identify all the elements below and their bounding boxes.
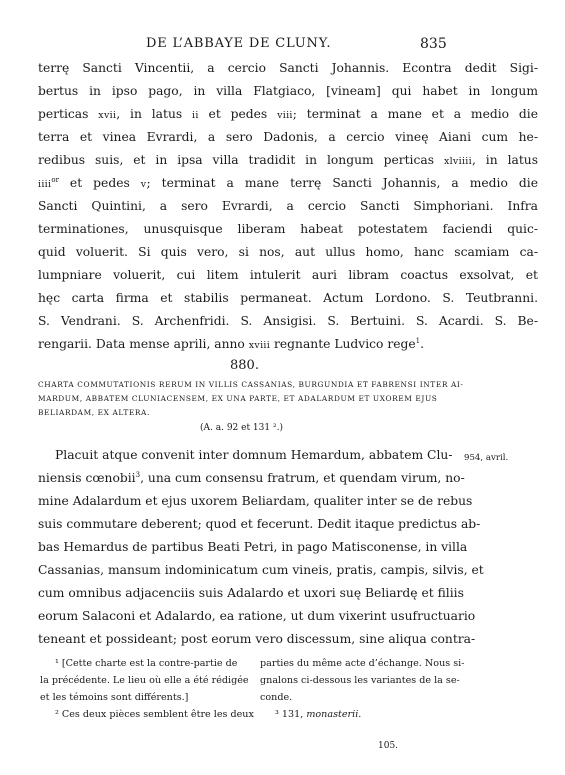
text-line: terminationes, unusquisque liberam habeat potestatem faciendi quic- [38, 222, 538, 236]
footnote-1-line: et les témoins sont différents.] [40, 692, 189, 703]
footnote-2-line: conde. [260, 692, 293, 703]
text-line: Placuit atque convenit inter domnum Hemardum, abbatem Clu- [55, 448, 453, 462]
footnote-ref: 1 [415, 337, 421, 345]
text-line: cum omnibus adjacenciis suis Adalardo et uxori suę Beliardę et filiis [38, 586, 464, 600]
text-line: redibus suis, et in ipsa villa tradidit in longum perticas xlviiii, in latus [38, 153, 539, 167]
text-line: hęc carta firma et stabilis permaneat. Actum Lordono. S. Teutbranni. [38, 291, 538, 305]
text-line: Cassanias, mansum indominicatum cum vineis, pratis, campis, silvis, et [38, 563, 484, 577]
caption-line: BELIARDAM, EX ALTERA. [38, 408, 150, 417]
footnote-3: ³ 131, monasterii. [275, 709, 362, 720]
margin-date-note: 954, avril. [464, 453, 509, 463]
source-references: (A. a. 92 et 131 ².) [200, 423, 283, 433]
text-line: iiii$^{or}$ et pedes v; terminat a mane terrę Sancti Johannis, a medio die [38, 176, 538, 191]
charter-number: 880. [230, 358, 259, 373]
text-line: Sancti Quintini, a sero Evrardi, a cercio Sancti Simphoriani. Infra [38, 199, 538, 213]
footnote-2-line: ² Ces deux pièces semblent être les deux [55, 709, 254, 720]
running-header-title: DE L’ABBAYE DE CLUNY. [146, 36, 332, 51]
text-line: terrę Sancti Vincentii, a cercio Sancti Johannis. Econtra dedit Sigi- [38, 61, 538, 75]
text-line: perticas xvii, in latus ii et pedes viii; terminat a mane et a medio die [38, 107, 538, 121]
footnote-1-line: ¹ [Cette charte est la contre-partie de [55, 658, 238, 669]
page-number: 835 [420, 36, 447, 52]
text-line: eorum Salaconi et Adalardo, ea ratione, ut dum vixerint usufructuario [38, 609, 476, 623]
footnote-ref: 3 [135, 471, 141, 479]
text-line: quid voluerit. Si quis vero, si nos, aut ullus homo, hanc scamiam ca- [38, 245, 538, 259]
text-line: niensis cœnobii$^3$, una cum consensu fratrum, et quendam virum, no- [38, 471, 465, 486]
text-line: S. Vendrani. S. Archenfridi. S. Ansigisi. S. Bertuini. S. Acardi. S. Be- [38, 314, 538, 328]
text-line: terra et vinea Evrardi, a sero Dadonis, a cercio vineę Aiani cum he- [38, 130, 538, 144]
text-line: suis commutare deberent; quod et fecerunt. Dedit itaque predictus ab- [38, 517, 481, 531]
caption-line: CHARTA COMMUTATIONIS RERUM IN VILLIS CASSANIAS, BURGUNDIA ET FABRENSI INTER AI- [38, 380, 464, 389]
caption-line: MARDUM, ABBATEM CLUNIACENSEM, EX UNA PARTE, ET ADALARDUM ET UXOREM EJUS [38, 394, 438, 403]
footnote-2-line: parties du même acte d’échange. Nous si- [260, 658, 465, 669]
text-line: mine Adalardum et ejus uxorem Beliardam, qualiter inter se de rebus [38, 494, 473, 508]
text-line: lumpniare voluerit, cui litem intulerit auri libram coactus exsolvat, et [38, 268, 538, 282]
footnote-2-line: gnalons ci-dessous les variantes de la se- [260, 675, 460, 686]
text-line: teneant et possideant; post eorum vero discessum, sine aliqua contra- [38, 632, 476, 646]
text-line: bertus in ipso pago, in villa Flatgiaco, [vineam] qui habet in longum [38, 84, 538, 98]
text-line: rengarii. Data mense aprili, anno xviii regnante Ludvico rege$^1$. [38, 337, 425, 352]
signature-mark: 105. [378, 741, 399, 751]
text-line: bas Hemardus de partibus Beati Petri, in pago Matisconense, in villa [38, 540, 468, 554]
footnote-1-line: la précédente. Le lieu où elle a été rédigée [40, 675, 249, 686]
